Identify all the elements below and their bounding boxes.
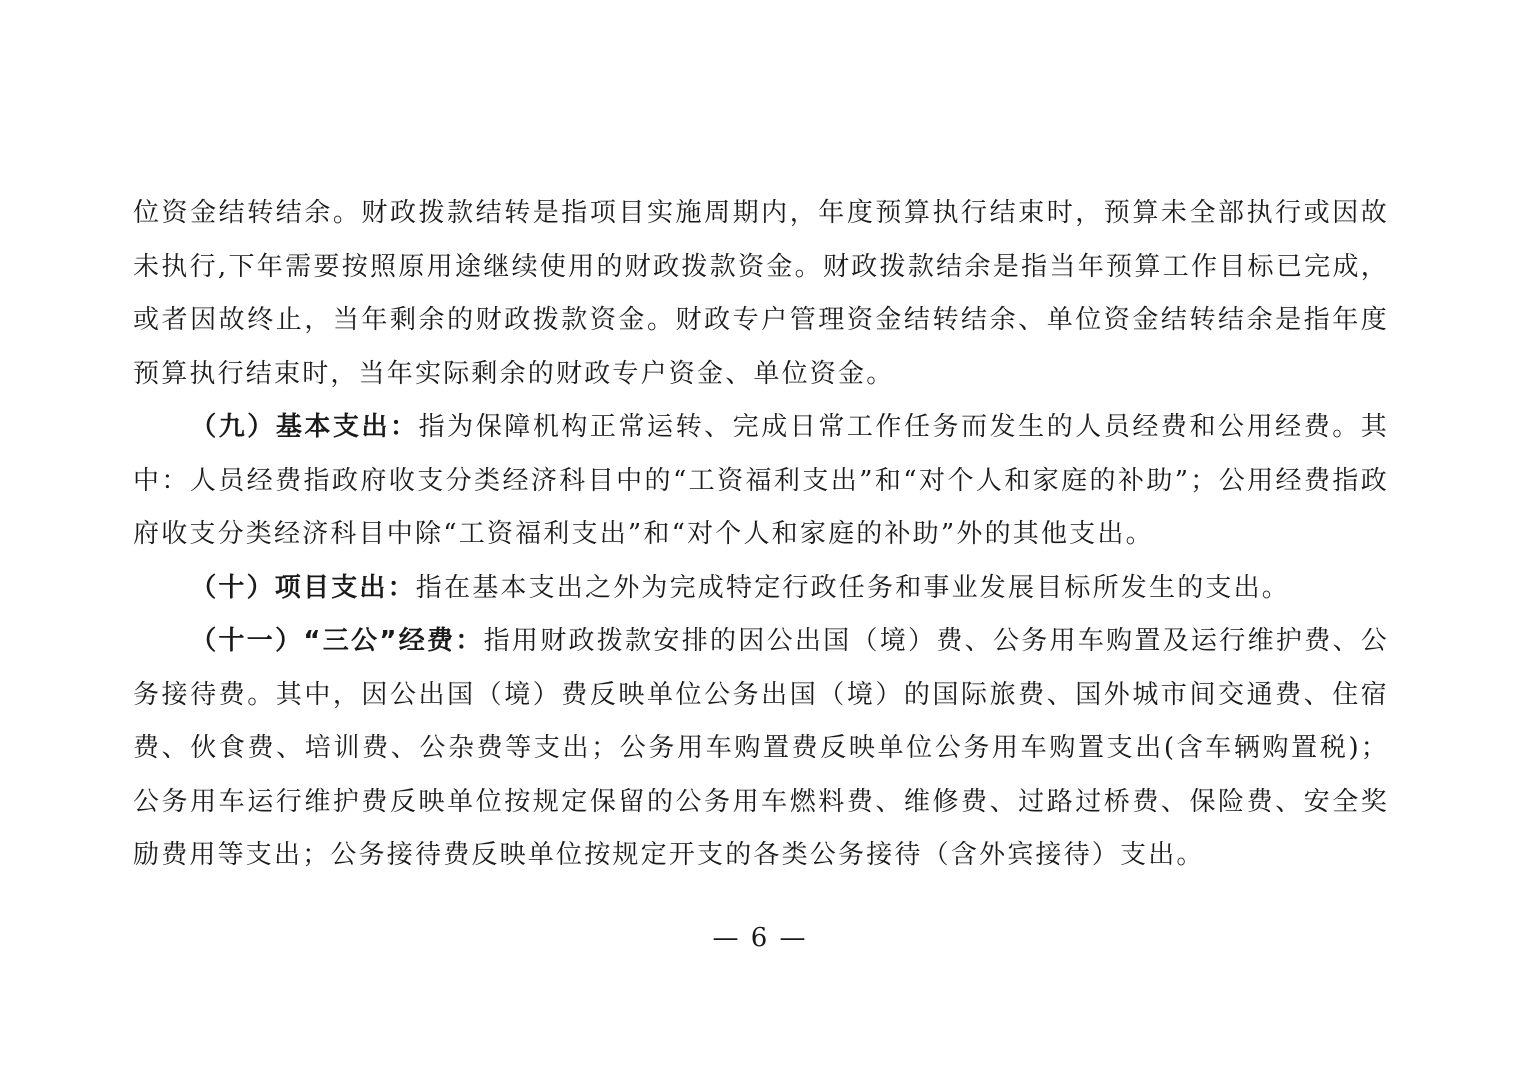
paragraph-text: 位资金结转结余。财政拨款结转是指项目实施周期内，年度预算执行结束时，预算未全部执行或因故未执行,下年需要按照原用途继续使用的财政拨款资金。财政拨款结余是指当年预算工作目标已完成，或者因故终止，当年剩余的财政拨款资金。财政专户管理资金结转结余、单位资金结转结余是指年度预算执行结束时，当年实际剩余的财政专户资金、单位资金。	[133, 198, 1389, 389]
paragraph-three-public-expenses	[133, 615, 1389, 883]
page-number: — 6 —	[712, 923, 808, 953]
paragraph-basic-expenditure	[133, 401, 1389, 562]
paragraph-text: 指为保障机构正常运转、完成日常工作任务而发生的人员经费和公用经费。其中：人员经费指政府收支分类经济科目中的“工资福利支出”和“对个人和家庭的补助”；公用经费指政府收支分类经济科目中除“工资福利支出”和“对个人和家庭的补助”外的其他支出。	[133, 412, 1389, 549]
section-term-10: （十）项目支出：	[190, 572, 416, 603]
paragraph-text: 指在基本支出之外为完成特定行政任务和事业发展目标所发生的支出。	[415, 572, 1290, 603]
section-term-11: （十一）“三公”经费：	[190, 626, 484, 656]
paragraph-fund-balance	[133, 187, 1389, 401]
paragraph-text: 指用财政拨款安排的因公出国（境）费、公务用车购置及运行维护费、公务接待费。其中，因公出国（境）费反映单位公务出国（境）的国际旅费、国外城市间交通费、住宿费、伙食费、培训费、公杂费等支出；公务用车购置费反映单位公务用车购置支出(含车辆购置税)；公务用车运行维护费反映单位按规定保留的公务用车燃料费、维修费、过路过桥费、保险费、安全奖励费用等支出；公务接待费反映单位按规定开支的各类公务接待（含外宾接待）支出。	[133, 626, 1389, 870]
paragraph-project-expenditure	[133, 562, 1389, 616]
document-body	[133, 187, 1389, 883]
section-term-9: （九）基本支出：	[190, 412, 419, 442]
